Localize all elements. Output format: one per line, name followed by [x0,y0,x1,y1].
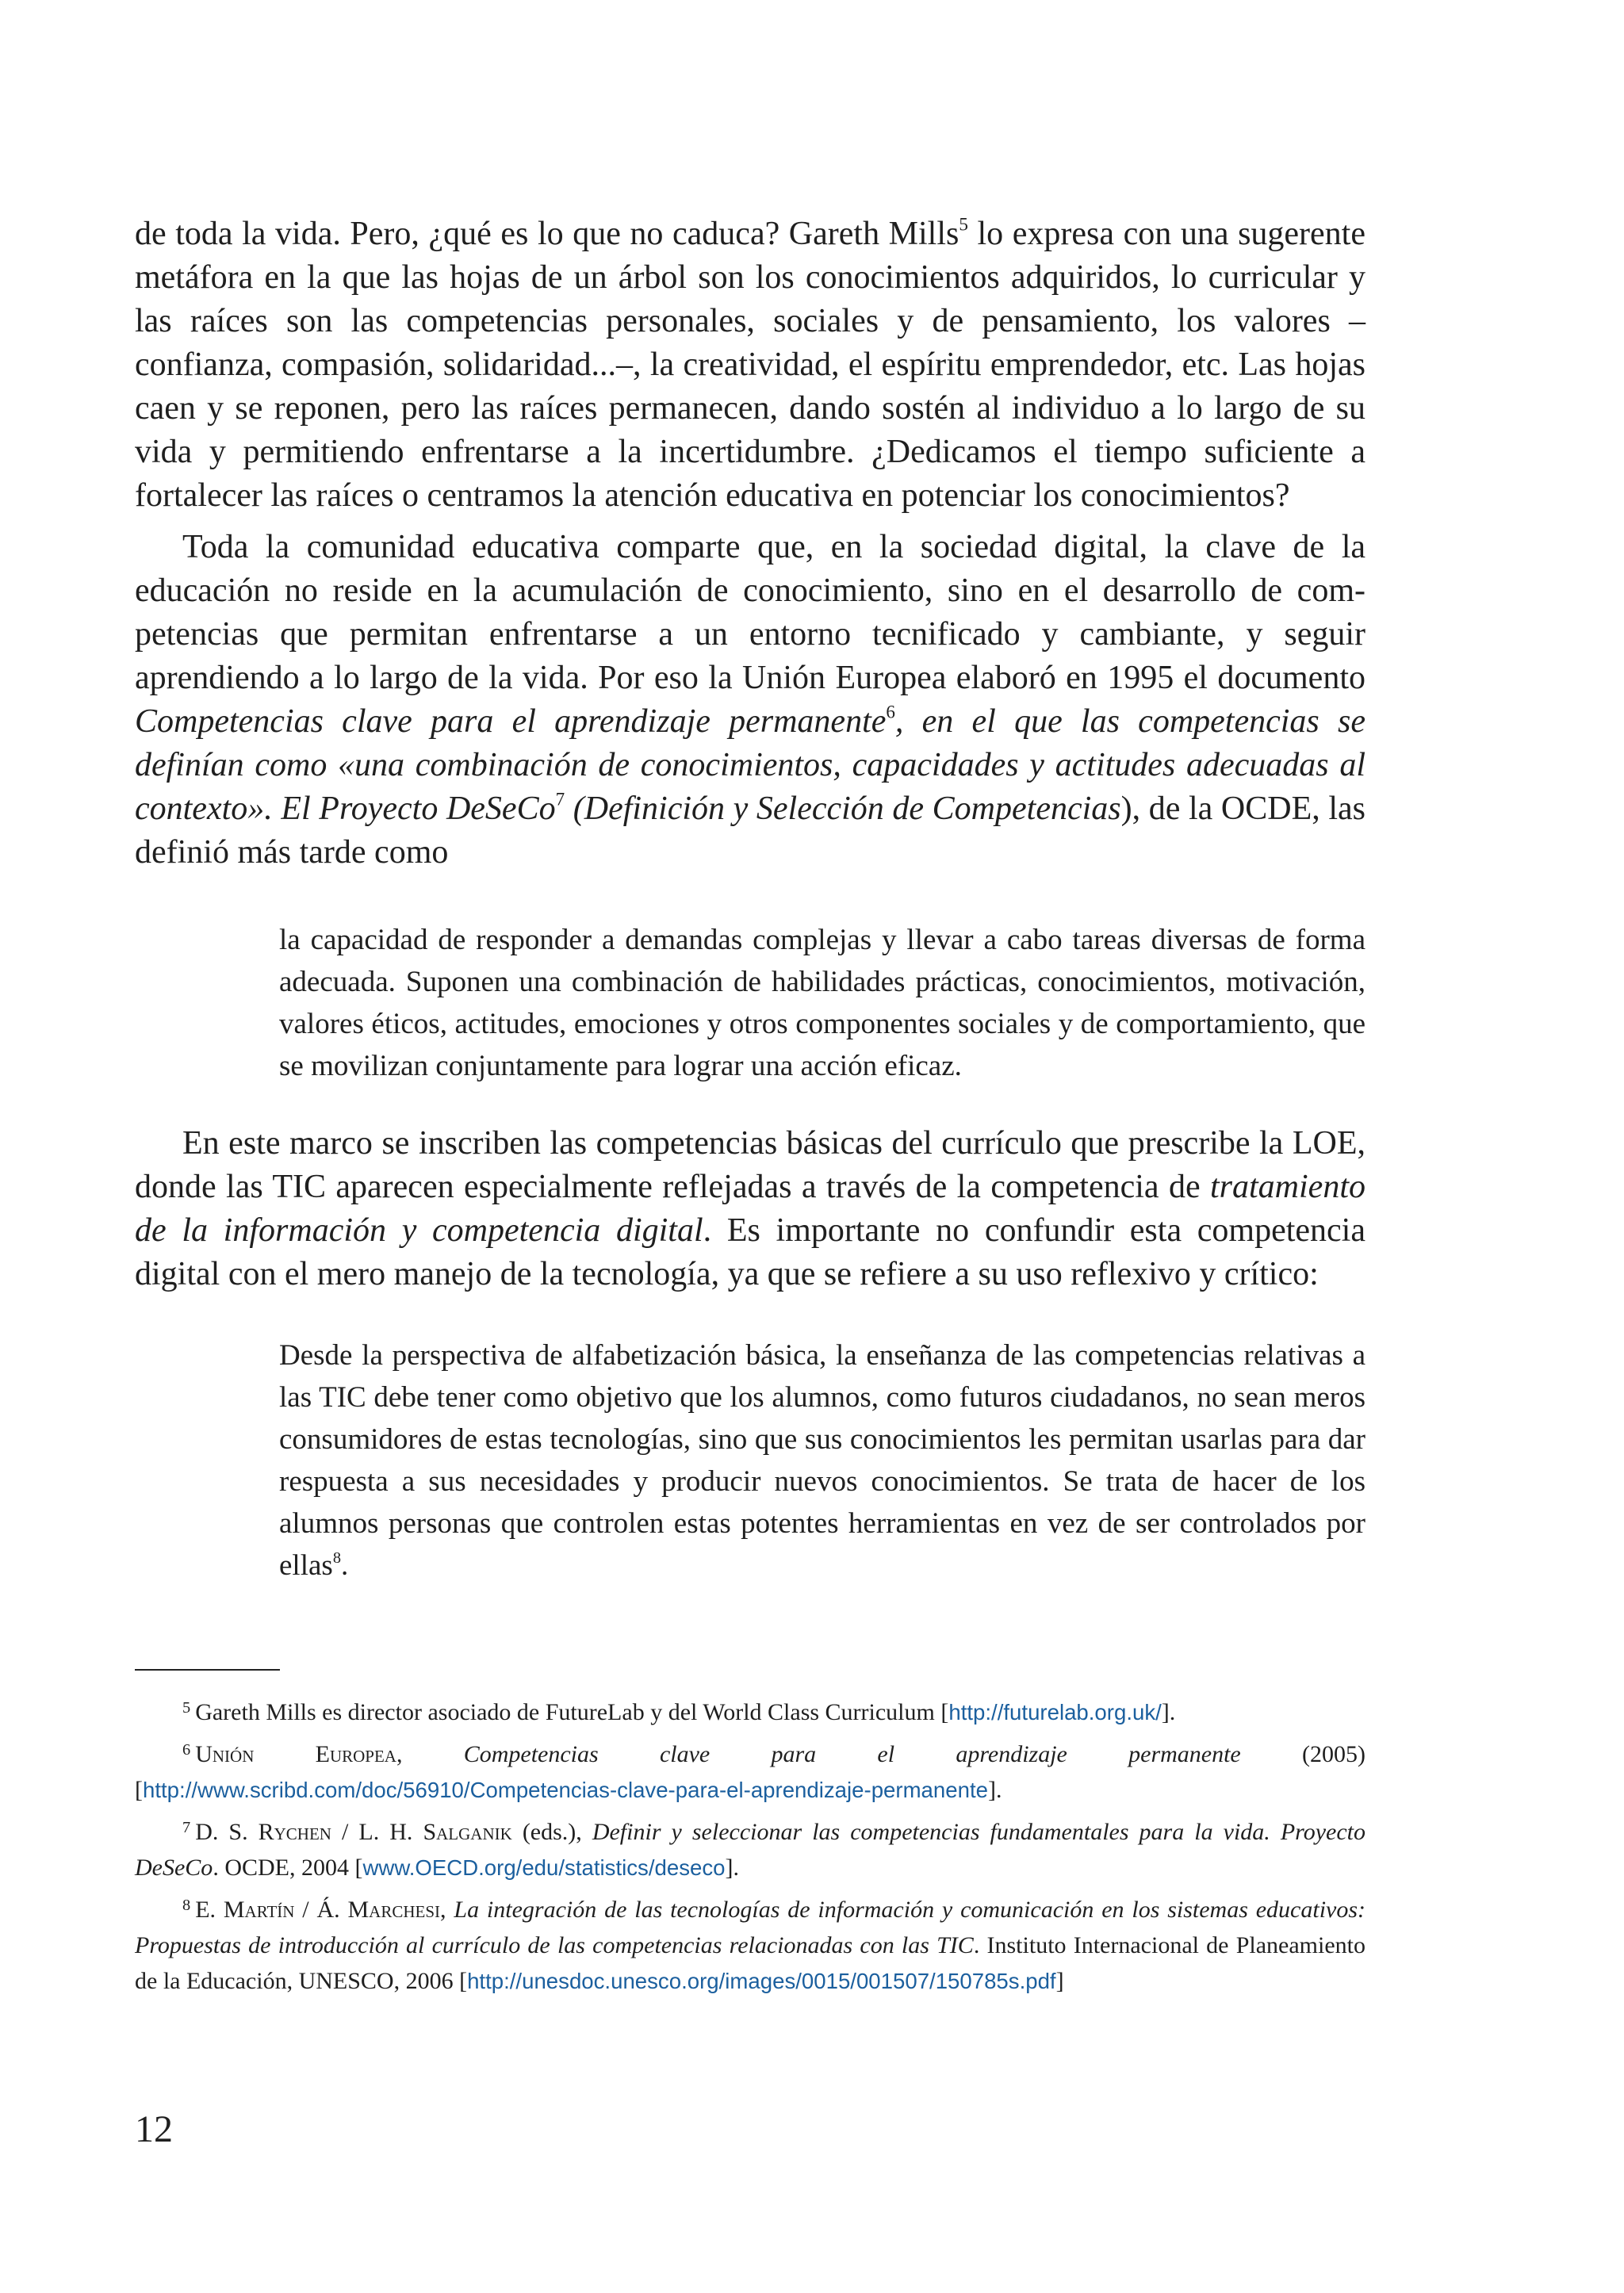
footnote-5: $^5$ Gareth Mills es director asociado de FutureLab y del World Class Curriculum [http://futurelab.org.uk/]. [182,1698,1176,1725]
footnote-7: $^7$ D. S. Rychen / L. H. Salganik (eds.), Definir y seleccionar las competencias fundamentales para la vida. Proyecto DeSeCo. OCDE, 2004 [www.OECD.org/edu/statistics/deseco]. [135,1818,1365,1881]
footnote-ref-5[interactable]: 5 [959,213,968,235]
footnote-divider [135,1669,280,1671]
block-quote-tic: Desde la perspectiva de alfabetización básica, la enseñanza de las competencias relativas a las TIC debe tener como objetivo que los alumnos, como futuros ciudadanos, no sean meros consumidores de estas tecnologías, sino que sus conocimientos les permitan usarlas para dar respuesta a sus necesidades y producir nuevos conocimientos. Se trata de hacer de los alumnos personas que controlen estas potentes herramientas en vez de ser controlados por ellas$^8$. [279,1339,1365,1582]
footnote-ref-8[interactable]: 8 [332,1548,341,1567]
block-quote-deseco: la capacidad de responder a demandas complejas y llevar a cabo tareas diversas de forma adecuada. Suponen una combinación de habilidades prácticas, conocimientos, motivación, valores éticos, actitudes, emociones y otros componentes sociales y de comportamiento, que se movilizan conjuntamente para lograr una acción eficaz. [279,924,1365,1082]
footnote-6-link[interactable]: http://www.scribd.com/doc/56910/Competencias-clave-para-el-aprendizaje-permanente [143,1778,988,1802]
footnote-5-link[interactable]: http://futurelab.org.uk/ [948,1700,1162,1725]
paragraph-3: En este marco se inscriben las competencias básicas del currículo que prescribe la LOE, donde las TIC aparecen especialmente reflejadas a través de la competencia de tratamiento de la información y competencia digital. Es importante no confundir esta competencia digital con el mero manejo de la tecnología, ya que se refiere a su uso reflexivo y crítico: [135,1125,1365,1292]
footnote-8: $^8$ E. Martín / Á. Marchesi, La integración de las tecnologías de información y comunicación en los sistemas educativos: Propuestas de introducción al currículo de las competencias relacionadas con las TIC. Instituto Internacional de Planeamiento de la Educación, UNESCO, 2006 [http://unesdoc.unesco.org/images/0015/001507/150785s.pdf] [135,1896,1366,1994]
paragraph-1: de toda la vida. Pero, ¿qué es lo que no caduca? Gareth Mills$^5$ lo expresa con una sugerente metáfora en la que las hojas de un árbol son los conocimientos adquiridos, lo curricular y las raíces son las competencias personales, sociales y de pensamiento, los valores –confianza, compasión, solidaridad...–, la creatividad, el espíritu emprendedor, etc. Las hojas caen y se reponen, pero las raíces permanecen, dando sostén al individuo a lo largo de su vida y permitiendo enfrentarse a la incertidumbre. ¿Dedicamos el tiempo suficiente a fortalecer las raíces o centramos la atención educativa en potenciar los conocimientos? [135,213,1365,514]
footnote-6: $^6$ Unión Europea, Competencias clave para el aprendizaje permanente (2005) [http://www.scribd.com/doc/56910/Competencias-clave-para-el-aprendizaje-permanente]. [135,1740,1365,1803]
footnote-8-link[interactable]: http://unesdoc.unesco.org/images/0015/001507/150785s.pdf [467,1969,1056,1993]
page-number: 12 [135,2108,173,2150]
footnote-ref-7[interactable]: 7 [555,788,565,810]
paragraph-2: Toda la comunidad educativa comparte que, en la sociedad digital, la clave de la educación no reside en la acumulación de conocimiento, sino en el desarrollo de competencias que permitan enfrentarse a un entorno tecnificado y cambiante, y seguir aprendiendo a lo largo de la vida. Por eso la Unión Europea elaboró en 1995 el documento Competencias clave para el aprendizaje permanente$^6$, en el que las competencias se definían como «una combinación de conocimientos, capacidades y actitudes adecuadas al contexto». El Proyecto DeSeCo$^7$ (Definición y Selección de Competencias), de la OCDE, las definió más tarde como [135,529,1365,871]
footnote-7-link[interactable]: www.OECD.org/edu/statistics/deseco [362,1855,726,1880]
footnotes [135,1694,1365,1999]
body-text [135,212,1365,875]
footnote-ref-6[interactable]: 6 [886,701,895,722]
